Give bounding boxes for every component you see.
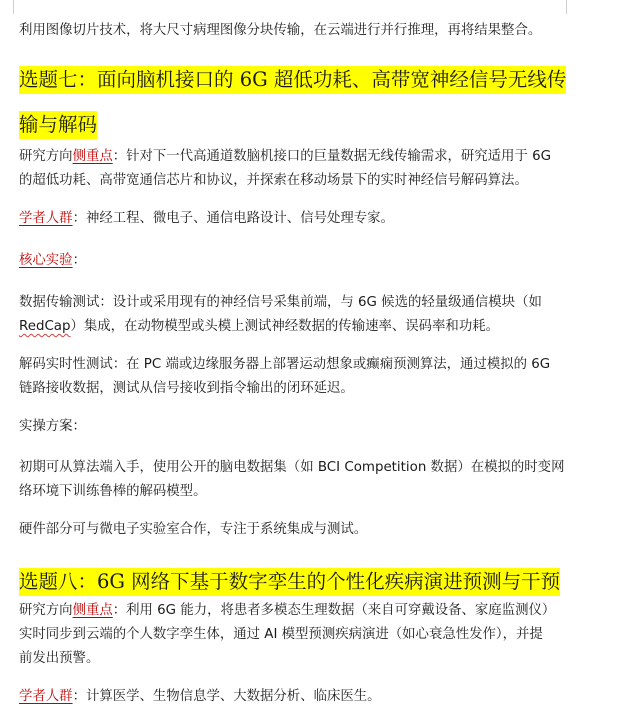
topic7-hardware-paragraph	[19, 518, 581, 542]
topic7-core-label: 核心实验	[19, 253, 73, 268]
topic7-exp1-line1: 数据传输测试：设计或采用现有的神经信号采集前端，与 6G 候选的轻量级通信模块（如	[19, 295, 542, 310]
topic7-research-colon: ：	[112, 149, 127, 164]
topic7-practice-label: 实操方案：	[19, 419, 86, 434]
topic8-scholars-paragraph	[19, 685, 581, 709]
topic7-title-text2: 输与解码	[19, 111, 97, 139]
topic7-scholars-line	[19, 207, 581, 231]
topic8-scholars-text: 计算医学、生物信息学、大数据分析、临床医生。	[85, 689, 381, 704]
topic8-scholars-line	[19, 685, 581, 709]
topic8-research-text1: 利用 6G 能力，将患者多模态生理数据（来自可穿戴设备、家庭监测仪）	[126, 603, 556, 618]
topic7-scholars-colon: ：	[72, 211, 86, 226]
topic7-practice-detail-paragraph	[19, 456, 581, 504]
topic7-title-line2	[19, 110, 97, 139]
topic7-research-focus: 侧重点	[72, 149, 113, 164]
topic7-exp1-line2	[19, 315, 581, 339]
topic8-research-line2: 实时同步到云端的个人数字孪生体，通过 AI 模型预测疾病演进（如心衰急性发作），并提	[19, 627, 543, 642]
topic7-title-line1	[19, 65, 566, 94]
topic8-research-paragraph	[19, 599, 581, 671]
topic7-exp1-line2-rest: ）集成，在动物模型或头模上测试神经数据的传输速率、误码率和功耗。	[70, 319, 499, 334]
topic7-research-line2: 的超低功耗、高带宽通信芯片和协议，并探索在移动场景下的实时神经信号解码算法。	[19, 173, 528, 188]
topic7-research-text1: 针对下一代高通道数脑机接口的巨量数据无线传输需求，研究适用于 6G	[126, 149, 551, 164]
topic7-scholars-paragraph	[19, 207, 581, 231]
topic8-title-text1: 选题八：6G 网络下基于数字孪生的个性化疾病演进预测与干预	[19, 568, 560, 596]
topic7-scholars-label: 学者人群	[19, 211, 73, 226]
topic7-exp1-paragraph	[19, 291, 581, 339]
topic7-practice-line2: 络环境下训练鲁棒的解码模型。	[19, 484, 207, 499]
topic7-core-line	[19, 249, 581, 273]
topic7-title-text1: 选题七：面向脑机接口的 6G 超低功耗、高带宽神经信号无线传	[19, 66, 566, 94]
topic7-exp2-paragraph	[19, 353, 581, 401]
topic7-practice-line1: 初期可从算法端入手，使用公开的脑电数据集（如 BCI Competition 数据）在模拟的时变网	[19, 460, 565, 475]
topic8-research-line3: 前发出预警。	[19, 651, 100, 666]
topic7-research-line1	[19, 145, 581, 169]
left-margin-marker	[13, 0, 14, 14]
topic8-research-label: 研究方向	[19, 603, 73, 618]
topic7-core-colon: ：	[72, 253, 86, 268]
topic7-hardware-line: 硬件部分可与微电子实验室合作，专注于系统集成与测试。	[19, 522, 368, 537]
topic8-scholars-label: 学者人群	[19, 689, 73, 704]
topic8-title-line1	[19, 567, 560, 596]
top-line: 利用图像切片技术，将大尺寸病理图像分块传输，在云端进行并行推理，再将结果整合。	[19, 23, 542, 38]
topic7-exp2-line2: 链路接收数据，测试从信号接收到指令输出的闭环延迟。	[19, 381, 354, 396]
topic7-practice-paragraph	[19, 415, 581, 439]
topic7-scholars-text: 神经工程、微电子、通信电路设计、信号处理专家。	[85, 211, 394, 226]
topic8-research-line1	[19, 599, 581, 623]
right-margin-marker	[566, 0, 567, 14]
topic7-core-paragraph	[19, 249, 581, 273]
topic7-exp1-redcap: RedCap	[19, 319, 71, 334]
topic8-scholars-colon: ：	[72, 689, 86, 704]
topic7-research-paragraph	[19, 145, 581, 193]
topic8-research-focus: 侧重点	[72, 603, 113, 618]
topic8-research-colon: ：	[112, 603, 127, 618]
top-paragraph	[19, 19, 581, 43]
topic7-exp2-line1: 解码实时性测试：在 PC 端或边缘服务器上部署运动想象或癫痫预测算法，通过模拟的 6G	[19, 357, 551, 372]
topic7-research-label: 研究方向	[19, 149, 73, 164]
